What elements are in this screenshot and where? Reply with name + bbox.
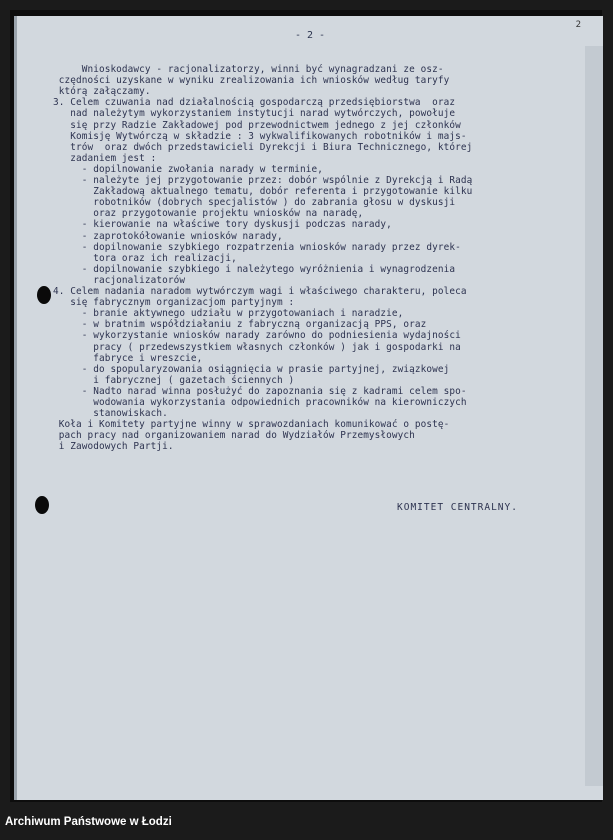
text-line: tora oraz ich realizacji, [53, 252, 237, 264]
corner-mark: 2 [575, 20, 581, 30]
text-line: nad należytym wykorzystaniem instytucji narad wytwórczych, powołuje [53, 108, 456, 120]
text-line: Koła i Komitety partyjne winny w sprawozdaniach komunikować o postę- [53, 419, 450, 431]
text-line: czędności uzyskane w wyniku zrealizowania ich wniosków według taryfy [53, 75, 450, 87]
text-line: Wnioskodawcy - racjonalizatorzy, winni być wynagradzani ze osz- [53, 64, 444, 75]
document-page [14, 16, 603, 800]
text-line: zadaniem jest : [53, 152, 157, 164]
text-line: racjonalizatorów [53, 274, 186, 286]
text-line: pracy ( przedewszystkiem własnych członków ) jak i gospodarki na [53, 341, 461, 353]
text-line: trów oraz dwóch przedstawicieli Dyrekcji i Biura Technicznego, której [53, 141, 473, 153]
text-line: fabryce i wreszcie, [53, 352, 203, 364]
punch-hole-icon [37, 286, 51, 304]
text-line: - dopilnowanie szybkiego rozpatrzenia wniosków narady przez dyrek- [53, 241, 461, 253]
text-line: i Zawodowych Partji. [53, 441, 174, 453]
text-line: - do spopularyzowania osiągnięcia w prasie partyjnej, związkowej [53, 363, 450, 375]
text-line: i fabrycznej ( gazetach ściennych ) [53, 374, 295, 386]
text-line: pach pracy nad organizowaniem narad do Wydziałów Przemysłowych [53, 430, 415, 442]
text-line: 4. Celem nadania naradom wytwórczym wagi i właściwego charakteru, poleca [53, 286, 467, 297]
text-line: 3. Celem czuwania nad działalnością gospodarczą przedsiębiorstwa oraz [53, 97, 456, 109]
punch-hole-icon [35, 496, 49, 514]
text-line: - w bratnim współdziałaniu z fabryczną organizacją PPS, oraz [53, 319, 427, 331]
text-line: - Nadto narad winna posłużyć do zapoznania się z kadrami celem spo- [53, 385, 467, 397]
text-line: Komisję Wytwórczą w składzie : 3 wykwalifikowanych robotników i majs- [53, 130, 467, 142]
text-line: - dopilnowanie zwołania narady w terminie, [53, 163, 323, 175]
text-line: stanowiskach. [53, 408, 168, 420]
text-line: się przy Radzie Zakładowej pod przewodnictwem jednego z jej członków [53, 119, 461, 131]
signature: KOMITET CENTRALNY. [397, 502, 518, 513]
text-line: - należyte jej przygotowanie przez: dobór wspólnie z Dyrekcją i Radą [53, 175, 473, 186]
text-line: wodowania wykorzystania odpowiednich pracowników na kierowniczych [53, 397, 467, 408]
text-line: - wykorzystanie wniosków narady zarówno do podniesienia wydajności [53, 330, 461, 342]
page-number: - 2 - [294, 30, 326, 41]
text-line: - branie aktywnego udziału w przygotowaniach i naradzie, [53, 308, 404, 320]
text-line: którą załączamy. [53, 86, 151, 98]
text-line: Zakładową aktualnego tematu, dobór referenta i przygotowanie kilku [53, 186, 473, 198]
text-line: - kierowanie na właściwe tory dyskusji podczas narady, [53, 219, 392, 231]
archive-label: Archiwum Państwowe w Łodzi [5, 816, 172, 828]
text-line: oraz przygotowanie projektu wniosków na naradę, [53, 208, 364, 220]
text-line: - zaprotokółowanie wniosków narady, [53, 230, 283, 242]
archive-footer [0, 808, 613, 840]
text-line: - dopilnowanie szybkiego i należytego wyróżnienia i wynagrodzenia [53, 263, 456, 275]
text-line: się fabrycznym organizacjom partyjnym : [53, 297, 295, 309]
text-line: robotników (dobrych specjalistów ) do zabrania głosu w dyskusji [53, 197, 456, 209]
page-edge-strip [585, 46, 603, 786]
